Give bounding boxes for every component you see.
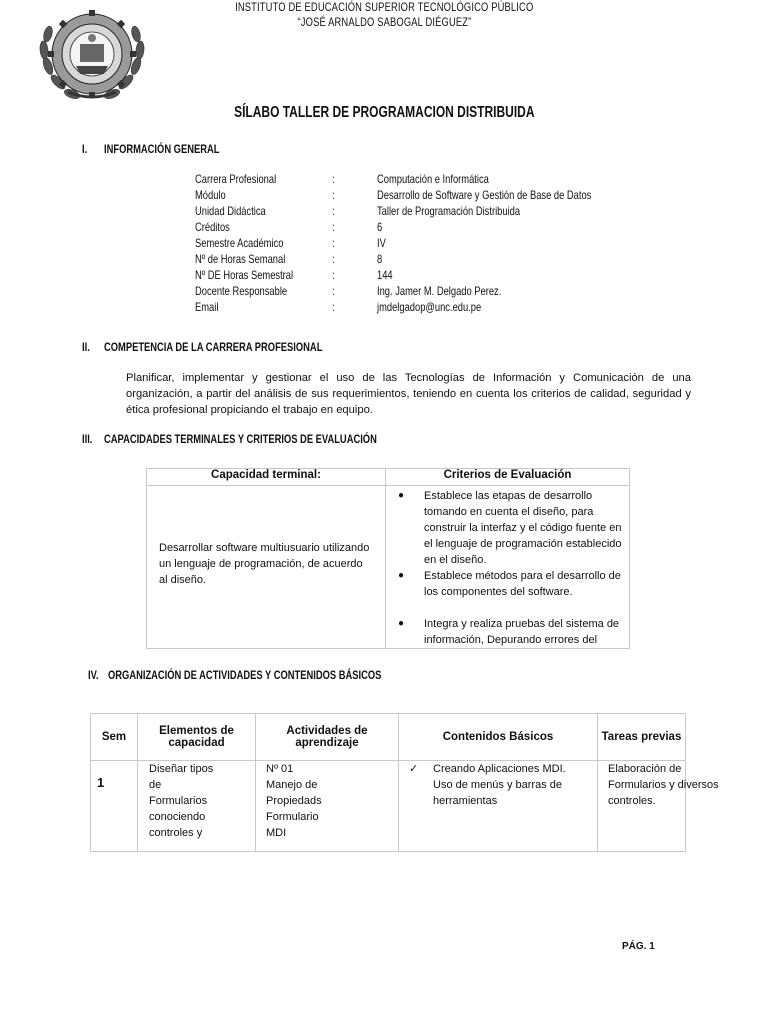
criterios-cell: ● Establece las etapas de desarrollo tomando en cuenta el diseño, para construir la interfaz y el código fuente en el lenguaje de programación establecido en el diseño. ● Establece métodos para el desarrollo de los componentes del software. ● Integra y realiza pruebas del sistema de información, Depurando errores del	[386, 486, 630, 649]
actividades-header: Actividades de aprendizaje	[256, 714, 399, 761]
info-label: Carrera Profesional	[195, 172, 277, 186]
actividades-cell: Nº 01 Manejo de Propiedads Formulario MDI	[256, 761, 399, 852]
contenidos-cell: ✓ Creando Aplicaciones MDI. Uso de menús y barras de herramientas	[399, 761, 598, 852]
competencia-paragraph: Planificar, implementar y gestionar el uso de las Tecnologías de Información y Comunicación de una organización, a partir del análisis de sus requerimientos, teniendo en cuenta los criterios de calidad, seguridad y ética profesional propiciando el trabajo en equipo.	[126, 372, 691, 416]
institute-name: INSTITUTO DE EDUCACIÓN SUPERIOR TECNOLÓGICO PÚBLICO	[234, 0, 534, 14]
bullet-icon: ●	[398, 490, 405, 501]
info-value: IV	[377, 236, 386, 250]
info-separator: :	[332, 284, 335, 298]
info-value: 6	[377, 220, 383, 234]
info-value: 144	[377, 268, 393, 282]
check-icon: ✓	[409, 763, 419, 775]
info-value: Computación e Informática	[377, 172, 489, 186]
sem-cell: 1	[91, 761, 138, 852]
institute-subname: “JOSÉ ARNALDO SABOGAL DIÉGUEZ”	[297, 15, 471, 29]
info-separator: :	[332, 204, 335, 218]
info-label: Nº DE Horas Semestral	[195, 268, 294, 282]
syllabus-title: SÍLABO TALLER DE PROGRAMACION DISTRIBUIDA	[233, 104, 535, 121]
tareas-cell: Elaboración de Formularios y diversos controles.	[598, 761, 686, 852]
capacidad-text: Desarrollar software multiusuario utilizando un lenguaje de programación, de acuerdo al diseño.	[159, 542, 370, 586]
info-value: jmdelgadop@unc.edu.pe	[377, 300, 482, 314]
info-label: Créditos	[195, 220, 230, 234]
info-separator: :	[332, 188, 335, 202]
table-row	[91, 761, 686, 852]
info-separator: :	[332, 268, 335, 282]
info-label: Nº de Horas Semanal	[195, 252, 286, 266]
page-number: PÁG. 1	[622, 941, 655, 952]
sem-header: Sem	[91, 714, 138, 761]
info-separator: :	[332, 236, 335, 250]
info-value: Taller de Programación Distribuida	[377, 204, 521, 218]
info-value: 8	[377, 252, 383, 266]
elementos-header: Elementos de capacidad	[138, 714, 256, 761]
info-label: Email	[195, 300, 219, 314]
info-separator: :	[332, 172, 335, 186]
capacidades-table	[146, 468, 630, 649]
criterios-header: Criterios de Evaluación	[386, 469, 630, 486]
info-value: Ing. Jamer M. Delgado Perez.	[377, 284, 502, 298]
bullet-icon: ●	[398, 570, 405, 581]
info-separator: :	[332, 220, 335, 234]
contenidos-header: Contenidos Básicos	[399, 714, 598, 761]
bullet-icon: ●	[398, 618, 405, 629]
info-label: Unidad Didáctica	[195, 204, 266, 218]
info-label: Semestre Académico	[195, 236, 284, 250]
info-separator: :	[332, 300, 335, 314]
info-separator: :	[332, 252, 335, 266]
tareas-header: Tareas previas	[598, 714, 686, 761]
elementos-cell: Diseñar tipos de Formularios conociendo controles y	[138, 761, 256, 852]
info-label: Módulo	[195, 188, 226, 202]
capacidad-header: Capacidad terminal:	[147, 469, 386, 486]
info-label: Docente Responsable	[195, 284, 288, 298]
institute-seal-logo	[36, 4, 148, 108]
capacidad-cell	[147, 486, 386, 649]
info-value: Desarrollo de Software y Gestión de Base de Datos	[377, 188, 592, 202]
organizacion-table	[90, 713, 719, 852]
